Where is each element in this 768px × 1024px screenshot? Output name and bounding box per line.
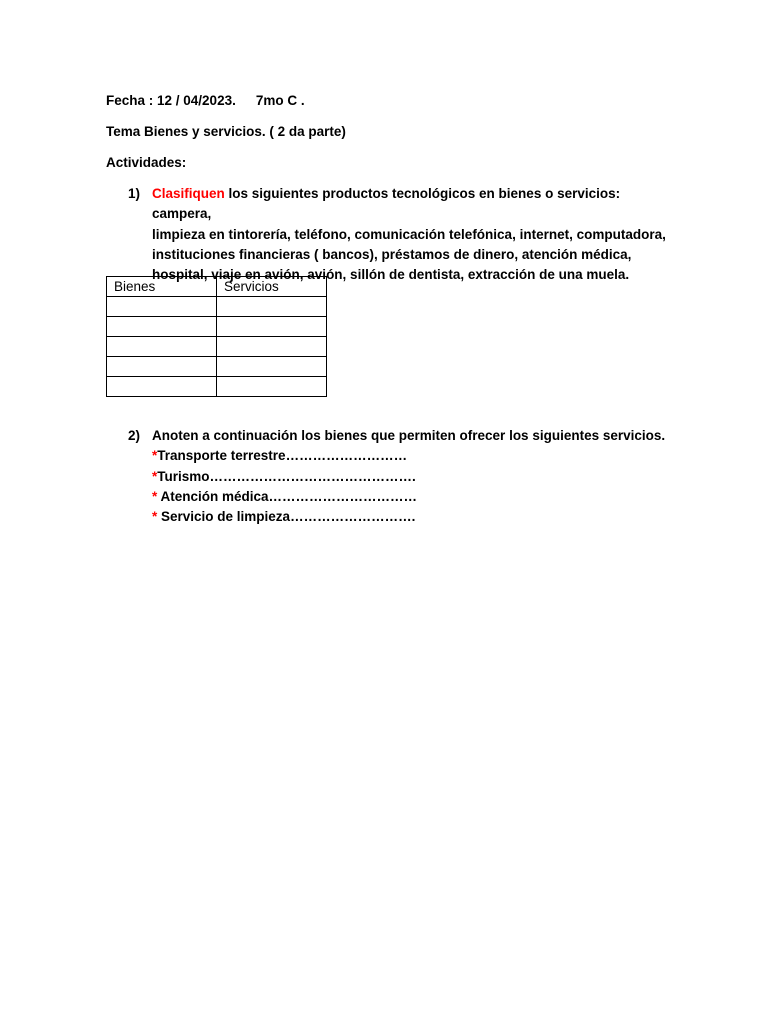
table-header-bienes: Bienes <box>107 277 217 297</box>
table-row <box>107 297 327 317</box>
table-cell <box>217 297 327 317</box>
table-header-row <box>107 277 327 297</box>
activities-label: Actividades: <box>106 155 187 170</box>
table-row <box>107 337 327 357</box>
task2-block <box>152 426 665 527</box>
task2-number: 2) <box>128 428 141 443</box>
table-row <box>107 317 327 337</box>
asterisk-bullet: * <box>152 468 158 484</box>
table-cell <box>217 317 327 337</box>
table-cell <box>107 317 217 337</box>
table-row <box>107 357 327 377</box>
task2-prompt: Anoten a continuación los bienes que permiten ofrecer los siguientes servicios. <box>152 428 666 443</box>
table-cell <box>107 377 217 397</box>
task1-line-1: Clasifiquen los siguientes productos tecnológicos en bienes o servicios: campera, <box>152 186 621 222</box>
table-cell <box>217 377 327 397</box>
list-item: *Turismo………………………………………. <box>152 468 416 484</box>
task1-number: 1) <box>128 186 141 201</box>
list-item: * Servicio de limpieza………………………. <box>152 509 416 525</box>
table-row <box>107 377 327 397</box>
task1-text <box>152 184 672 285</box>
table-cell <box>107 357 217 377</box>
task1-line-4: hospital, viaje en avión, avión, sillón de dentista, extracción de una muela. <box>152 267 630 283</box>
asterisk-bullet: * <box>152 488 161 504</box>
asterisk-bullet: * <box>152 509 162 525</box>
date-text: Fecha : 12 / 04/2023. <box>106 93 236 108</box>
classification-table <box>106 276 327 397</box>
date-line <box>106 91 305 111</box>
grade-text: 7mo C . <box>255 93 305 108</box>
table-cell <box>217 357 327 377</box>
topic-title: Tema Bienes y servicios. ( 2 da parte) <box>106 124 346 139</box>
table-cell <box>217 337 327 357</box>
task1-line-2: limpieza en tintorería, teléfono, comunicación telefónica, internet, computadora, <box>152 226 666 242</box>
table-cell <box>107 337 217 357</box>
table-header-servicios: Servicios <box>217 277 327 297</box>
table-cell <box>107 297 217 317</box>
asterisk-bullet: * <box>152 448 158 464</box>
list-item: *Transporte terrestre……………………… <box>152 448 408 464</box>
task1-line-3: instituciones financieras ( bancos), préstamos de dinero, atención médica, <box>152 246 632 262</box>
task1-highlight: Clasifiquen <box>152 186 225 201</box>
list-item: * Atención médica…………………………… <box>152 488 418 504</box>
